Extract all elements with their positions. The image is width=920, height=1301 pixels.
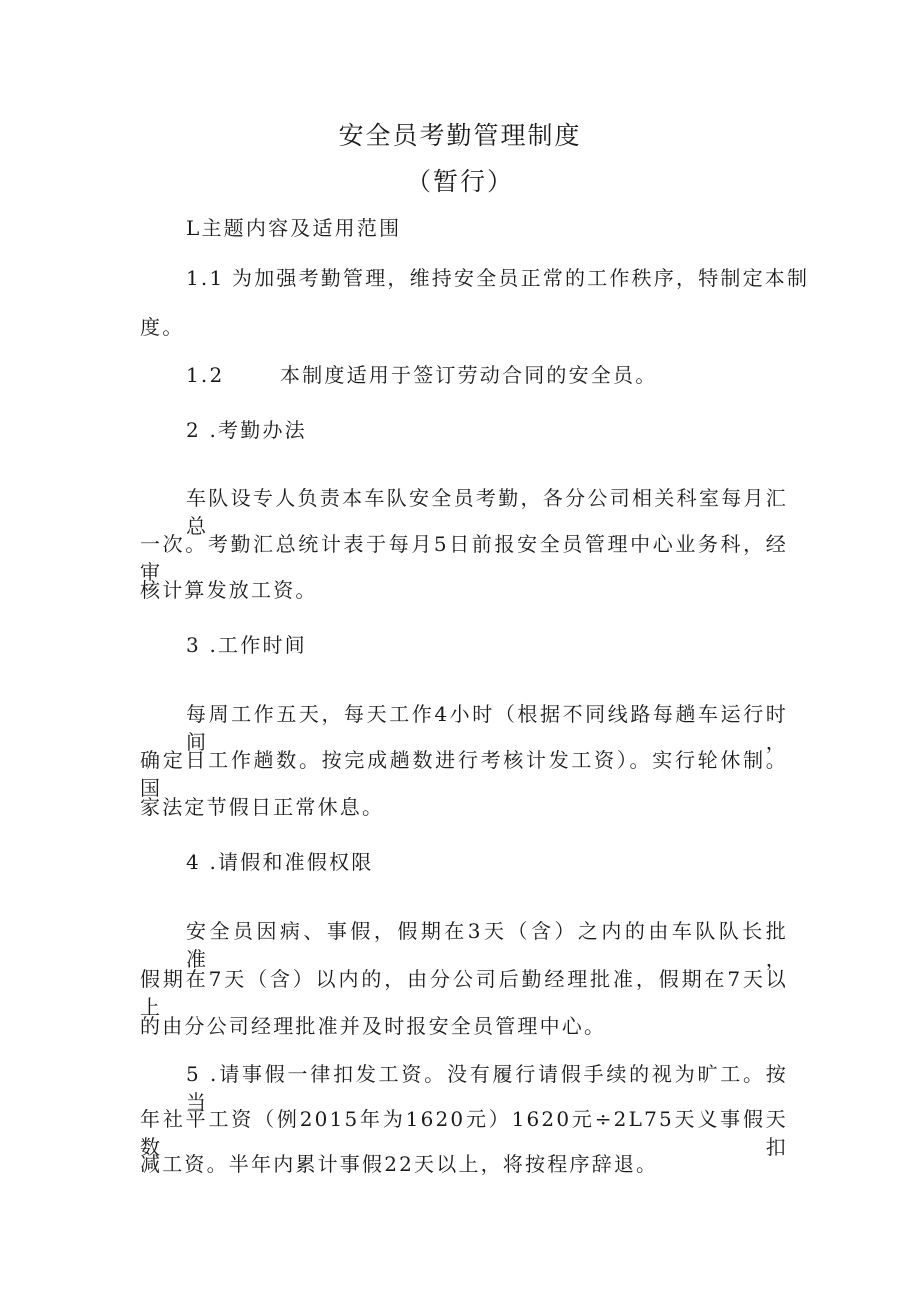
section-3-paragraph-line-3: 家法定节假日正常休息。 bbox=[140, 795, 385, 819]
section-2-paragraph-line-3: 核计算发放工资。 bbox=[140, 578, 318, 602]
section-4-heading: 4 .请假和准假权限 bbox=[186, 850, 374, 874]
document-title: 安全员考勤管理制度 bbox=[338, 121, 582, 150]
section-3-paragraph-line-2: 确定日工作趟数。按完成趟数进行考核计发工资）。实行轮休制。国 bbox=[140, 748, 788, 800]
section-4-paragraph-line-2: 假期在7天（含）以内的，由分公司后勤经理批准，假期在7天以上 bbox=[140, 967, 788, 1019]
section-2-paragraph-line-1: 车队设专人负责本车队安全员考勤，各分公司相关科室每月汇总 bbox=[186, 486, 788, 538]
section-3-paragraph-line-1: 每周工作五天，每天工作4小时（根据不同线路每趟车运行时间， bbox=[186, 702, 788, 754]
clause-1-1-number: 1.1 bbox=[186, 266, 225, 290]
section-4-paragraph-line-3: 的由分公司经理批准并及时报安全员管理中心。 bbox=[140, 1014, 607, 1038]
section-5-line-1: 5 .请事假一律扣发工资。没有履行请假手续的视为旷工。按当 bbox=[186, 1062, 788, 1114]
section-2-heading: 2 .考勤办法 bbox=[186, 418, 307, 442]
clause-1-2-number: 1.2 bbox=[186, 363, 225, 387]
section-4-paragraph-line-1: 安全员因病、事假，假期在3天（含）之内的由车队队长批准， bbox=[186, 919, 788, 971]
clause-1-1-text: 为加强考勤管理，维持安全员正常的工作秩序，特制定本制 bbox=[232, 266, 810, 290]
clause-1-1 bbox=[186, 264, 810, 292]
section-2-paragraph-line-2: 一次。考勤汇总统计表于每月5日前报安全员管理中心业务科，经审 bbox=[140, 532, 788, 584]
section-5-line-3: 减工资。半年内累计事假22天以上，将按程序辞退。 bbox=[140, 1152, 659, 1176]
clause-1-1-continuation: 度。 bbox=[140, 315, 185, 339]
section-5-line-2: 年社平工资（例2015年为1620元）1620元÷2L75天义事假天数扣 bbox=[140, 1107, 788, 1159]
document-subtitle: （暂行） bbox=[405, 167, 514, 196]
clause-1-2 bbox=[186, 361, 788, 389]
clause-1-2-text: 本制度适用于签订劳动合同的安全员。 bbox=[280, 363, 658, 387]
section-3-heading: 3 .工作时间 bbox=[186, 633, 307, 657]
section-1-heading: L主题内容及适用范围 bbox=[186, 216, 402, 240]
